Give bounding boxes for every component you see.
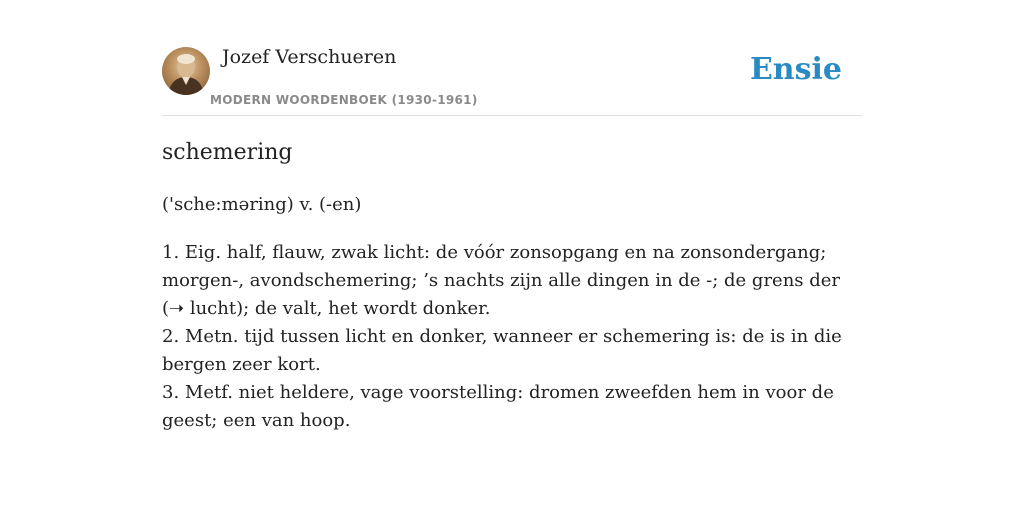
avatar[interactable]	[162, 47, 210, 95]
author-name[interactable]: Jozef Verschueren	[222, 46, 397, 68]
header	[162, 0, 862, 116]
entry-pronunciation: ('sche:məring) v. (-en)	[162, 194, 362, 215]
portrait-icon	[162, 47, 210, 95]
definition-item: 2. Metn. tijd tussen licht en donker, wanneer er schemering is: de is in die bergen zeer kort.	[162, 326, 842, 375]
definition-item: 1. Eig. half, flauw, zwak licht: de vóór zonsopgang en na zonsondergang; morgen-, avondschemering; ’s nachts zijn alle dingen in de -; de grens der (➝ lucht); de valt, het wordt donker.	[162, 242, 841, 319]
entry-definition	[162, 239, 862, 435]
entry-term: schemering	[162, 140, 293, 165]
page	[162, 0, 862, 512]
source-title[interactable]: MODERN WOORDENBOEK (1930-1961)	[210, 93, 478, 107]
brand-logo[interactable]: Ensie	[749, 52, 842, 87]
definition-item: 3. Metf. niet heldere, vage voorstelling: dromen zweefden hem in voor de geest; een van hoop.	[162, 382, 834, 431]
